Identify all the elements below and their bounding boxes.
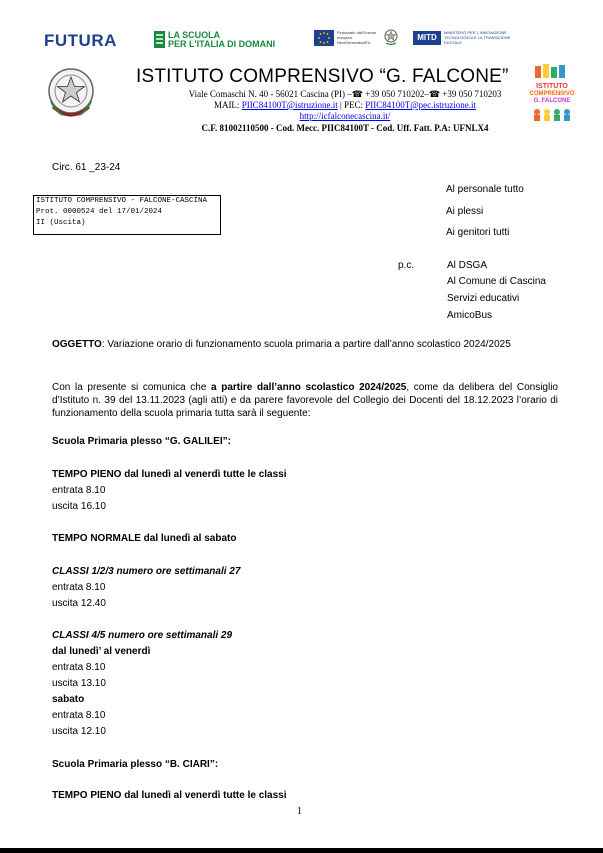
cc-recipient: AmicoBus [447, 310, 493, 321]
italian-republic-emblem-icon [384, 28, 398, 46]
schedule-entry: entrata 8.10 [52, 662, 106, 673]
header-website-line [120, 111, 570, 121]
website-link[interactable]: http://icfalconecascina.it/ [299, 111, 391, 121]
institute-title: ISTITUTO COMPRENSIVO “G. FALCONE” [136, 66, 509, 87]
section-heading-ciari: Scuola Primaria plesso “B. CIARI”: [52, 759, 219, 770]
svg-text:COMPRENSIVO: COMPRENSIVO [529, 91, 575, 97]
header-mail-line: MAIL: PIIC84100T@istruzione.it | PEC: PIIC84100T@pec.istruzione.it [213, 100, 477, 110]
protocol-line: ISTITUTO COMPRENSIVO - FALCONE-CASCINA [36, 197, 208, 205]
recipient: Ai plessi [446, 206, 484, 217]
tempo-normale-heading: TEMPO NORMALE dal lunedì al sabato [52, 533, 237, 544]
circular-number: Circ. 61 _23-24 [52, 162, 121, 173]
page-number: 1 [297, 806, 302, 817]
futura-logo: FUTURA [44, 31, 117, 50]
protocol-line: Prot. 0000524 del 17/01/2024 [36, 208, 163, 216]
schedule-exit: uscita 13.10 [52, 678, 106, 689]
protocol-line: II (Uscita) [36, 219, 86, 227]
tempo-pieno-heading: TEMPO PIENO dal lunedì al venerdì tutte le classi [52, 469, 287, 480]
schedule-entry: entrata 8.10 [52, 710, 106, 721]
saturday-heading: sabato [52, 694, 85, 705]
mitd-text: MINISTERO PER L'INNOVAZIONE TECNOLOGICA E LA TRANSIZIONE DIGITALE [444, 30, 511, 45]
section-heading-galilei: Scuola Primaria plesso “G. GALILEI”: [52, 436, 231, 447]
page-bottom-edge [0, 848, 603, 853]
intro-paragraph: Con la presente si comunica che a partire dall’anno scolastico 2024/2025, come da delibera del Consiglio d’Istituto n. 39 del 13.11.2023 (agli atti) e da parere favorevole del Collegio dei Docenti del 18.12.2023 l’orario di funzionamento della scuola primaria tutta sarà il seguente: [52, 382, 558, 419]
mitd-logo: MITD [413, 31, 441, 45]
cc-recipient: Al Comune di Cascina [447, 276, 546, 287]
schedule-exit: uscita 16.10 [52, 501, 106, 512]
pec-link[interactable]: PIIC84100T@pec.istruzione.it [365, 100, 477, 110]
scuola-mark-icon [154, 31, 165, 48]
header-address: Viale Comaschi N. 40 - 56021 Cascina (PI) –☎ +39 050 710202–☎ +39 050 710203 [188, 89, 502, 99]
scuola-logo-line2: PER L'ITALIA DI DOMANI [168, 39, 276, 49]
schedule-entry: entrata 8.10 [52, 582, 106, 593]
subject-line [52, 339, 511, 350]
subject-text: : Variazione orario di funzionamento scuola primaria a partire dall’anno scolastico 2024/2025 [101, 339, 511, 350]
pc-label: p.c. [398, 260, 415, 271]
cc-recipient: Al DSGA [447, 260, 488, 271]
schedule-exit: uscita 12.10 [52, 726, 106, 737]
schedule-exit: uscita 12.40 [52, 598, 106, 609]
svg-text:ISTITUTO: ISTITUTO [536, 83, 568, 90]
classes-123-heading: CLASSI 1/2/3 numero ore settimanali 27 [52, 566, 241, 577]
classes-45-heading: CLASSI 4/5 numero ore settimanali 29 [52, 630, 233, 641]
header-codes: C.F. 81002110500 - Cod. Mecc. PIIC84100T - Cod. Uff. Fatt. P.A: UFNLX4 [201, 123, 489, 133]
mail-link[interactable]: PIIC84100T@istruzione.it [241, 100, 338, 110]
scuola-logo-line1: LA SCUOLA [168, 30, 221, 40]
eu-flag-icon [314, 30, 334, 46]
tempo-pieno-heading: TEMPO PIENO dal lunedì al venerdì tutte le classi [52, 790, 287, 801]
protocol-box [33, 195, 221, 235]
scuola-logo [168, 31, 275, 49]
eu-funding-text: Finanziato dall'Unione europea NextGenerationEU [337, 30, 377, 45]
recipient: Ai genitori tutti [446, 227, 510, 238]
schedule-entry: entrata 8.10 [52, 485, 106, 496]
svg-text:G. FALCONE: G. FALCONE [533, 98, 571, 104]
cc-recipient: Servizi educativi [447, 293, 520, 304]
weekday-heading: dal lunedì’ al venerdì [52, 646, 151, 657]
subject-label: OGGETTO [52, 339, 102, 350]
recipient: Al personale tutto [446, 184, 524, 195]
italian-republic-seal-icon [45, 63, 97, 123]
